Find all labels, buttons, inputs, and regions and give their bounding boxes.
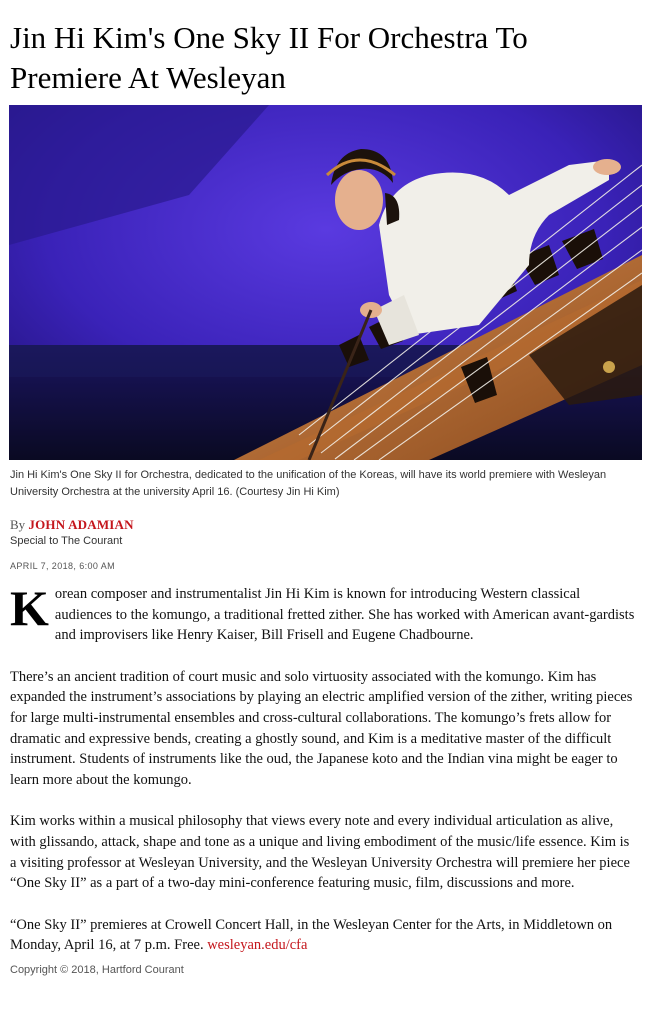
drop-cap: K — [10, 580, 49, 636]
paragraph-3: Kim works within a musical philosophy that views every note and every individual articulation as alive, with glissando, attack, shape and tone as a unique and living embodiment of the music/life essence. Kim is a visiting professor at Wesleyan University, and the Wesleyan University Orchestra will premiere her piece “One Sky II” as a part of a two-day mini-conference featuring music, film, discussions and more. — [10, 813, 630, 892]
publish-date: APRIL 7, 2018, 6:00 AM — [10, 561, 116, 571]
paragraph-4 — [10, 915, 638, 956]
article-photo — [9, 105, 642, 460]
byline — [10, 517, 134, 533]
photo-caption: Jin Hi Kim's One Sky II for Orchestra, dedicated to the unification of the Koreas, will have its world premiere with Wesleyan University Orchestra at the university April 16. (Courtesy Jin Hi Kim) — [10, 469, 607, 498]
paragraph-2: There’s an ancient tradition of court music and solo virtuosity associated with the komungo. Kim has expanded the instrument’s associations by playing an electric amplified version of the zither, writing pieces for large multi-instrumental ensembles and cross-cultural collaborations. The komungo’s frets allow for dramatic and expressive bends, creating a ghostly sound, and Kim is a meditative master of the difficult instrument. Students of instruments like the oud, the Japanese koto and the Indian vina might be eager to learn more about the komungo. — [10, 668, 633, 788]
paragraph-1 — [10, 580, 638, 646]
wesleyan-cfa-link[interactable]: wesleyan.edu/cfa — [207, 937, 308, 954]
paragraph-4-text: “One Sky II” premieres at Crowell Concert Hall, in the Wesleyan Center for the Arts, in Middletown on Monday, April 16, at 7 p.m. Free. — [10, 916, 613, 954]
author-link[interactable]: JOHN ADAMIAN — [28, 517, 134, 532]
byline-prefix: By — [10, 517, 26, 532]
copyright-notice: Copyright © 2018, Hartford Courant — [10, 964, 184, 976]
paragraph-1-text: orean composer and instrumentalist Jin Hi Kim is known for introducing Western classical audiences to the komungo, a traditional fretted zither. She has worked with American avant-gardists and improvisers like Henry Kaiser, Bill Frisell and Eugene Chadbourne. — [54, 586, 635, 644]
author-affiliation: Special to The Courant — [10, 535, 123, 547]
article-body — [10, 580, 638, 977]
article-headline: Jin Hi Kim's One Sky II For Orchestra To Premiere At Wesleyan — [10, 20, 528, 95]
